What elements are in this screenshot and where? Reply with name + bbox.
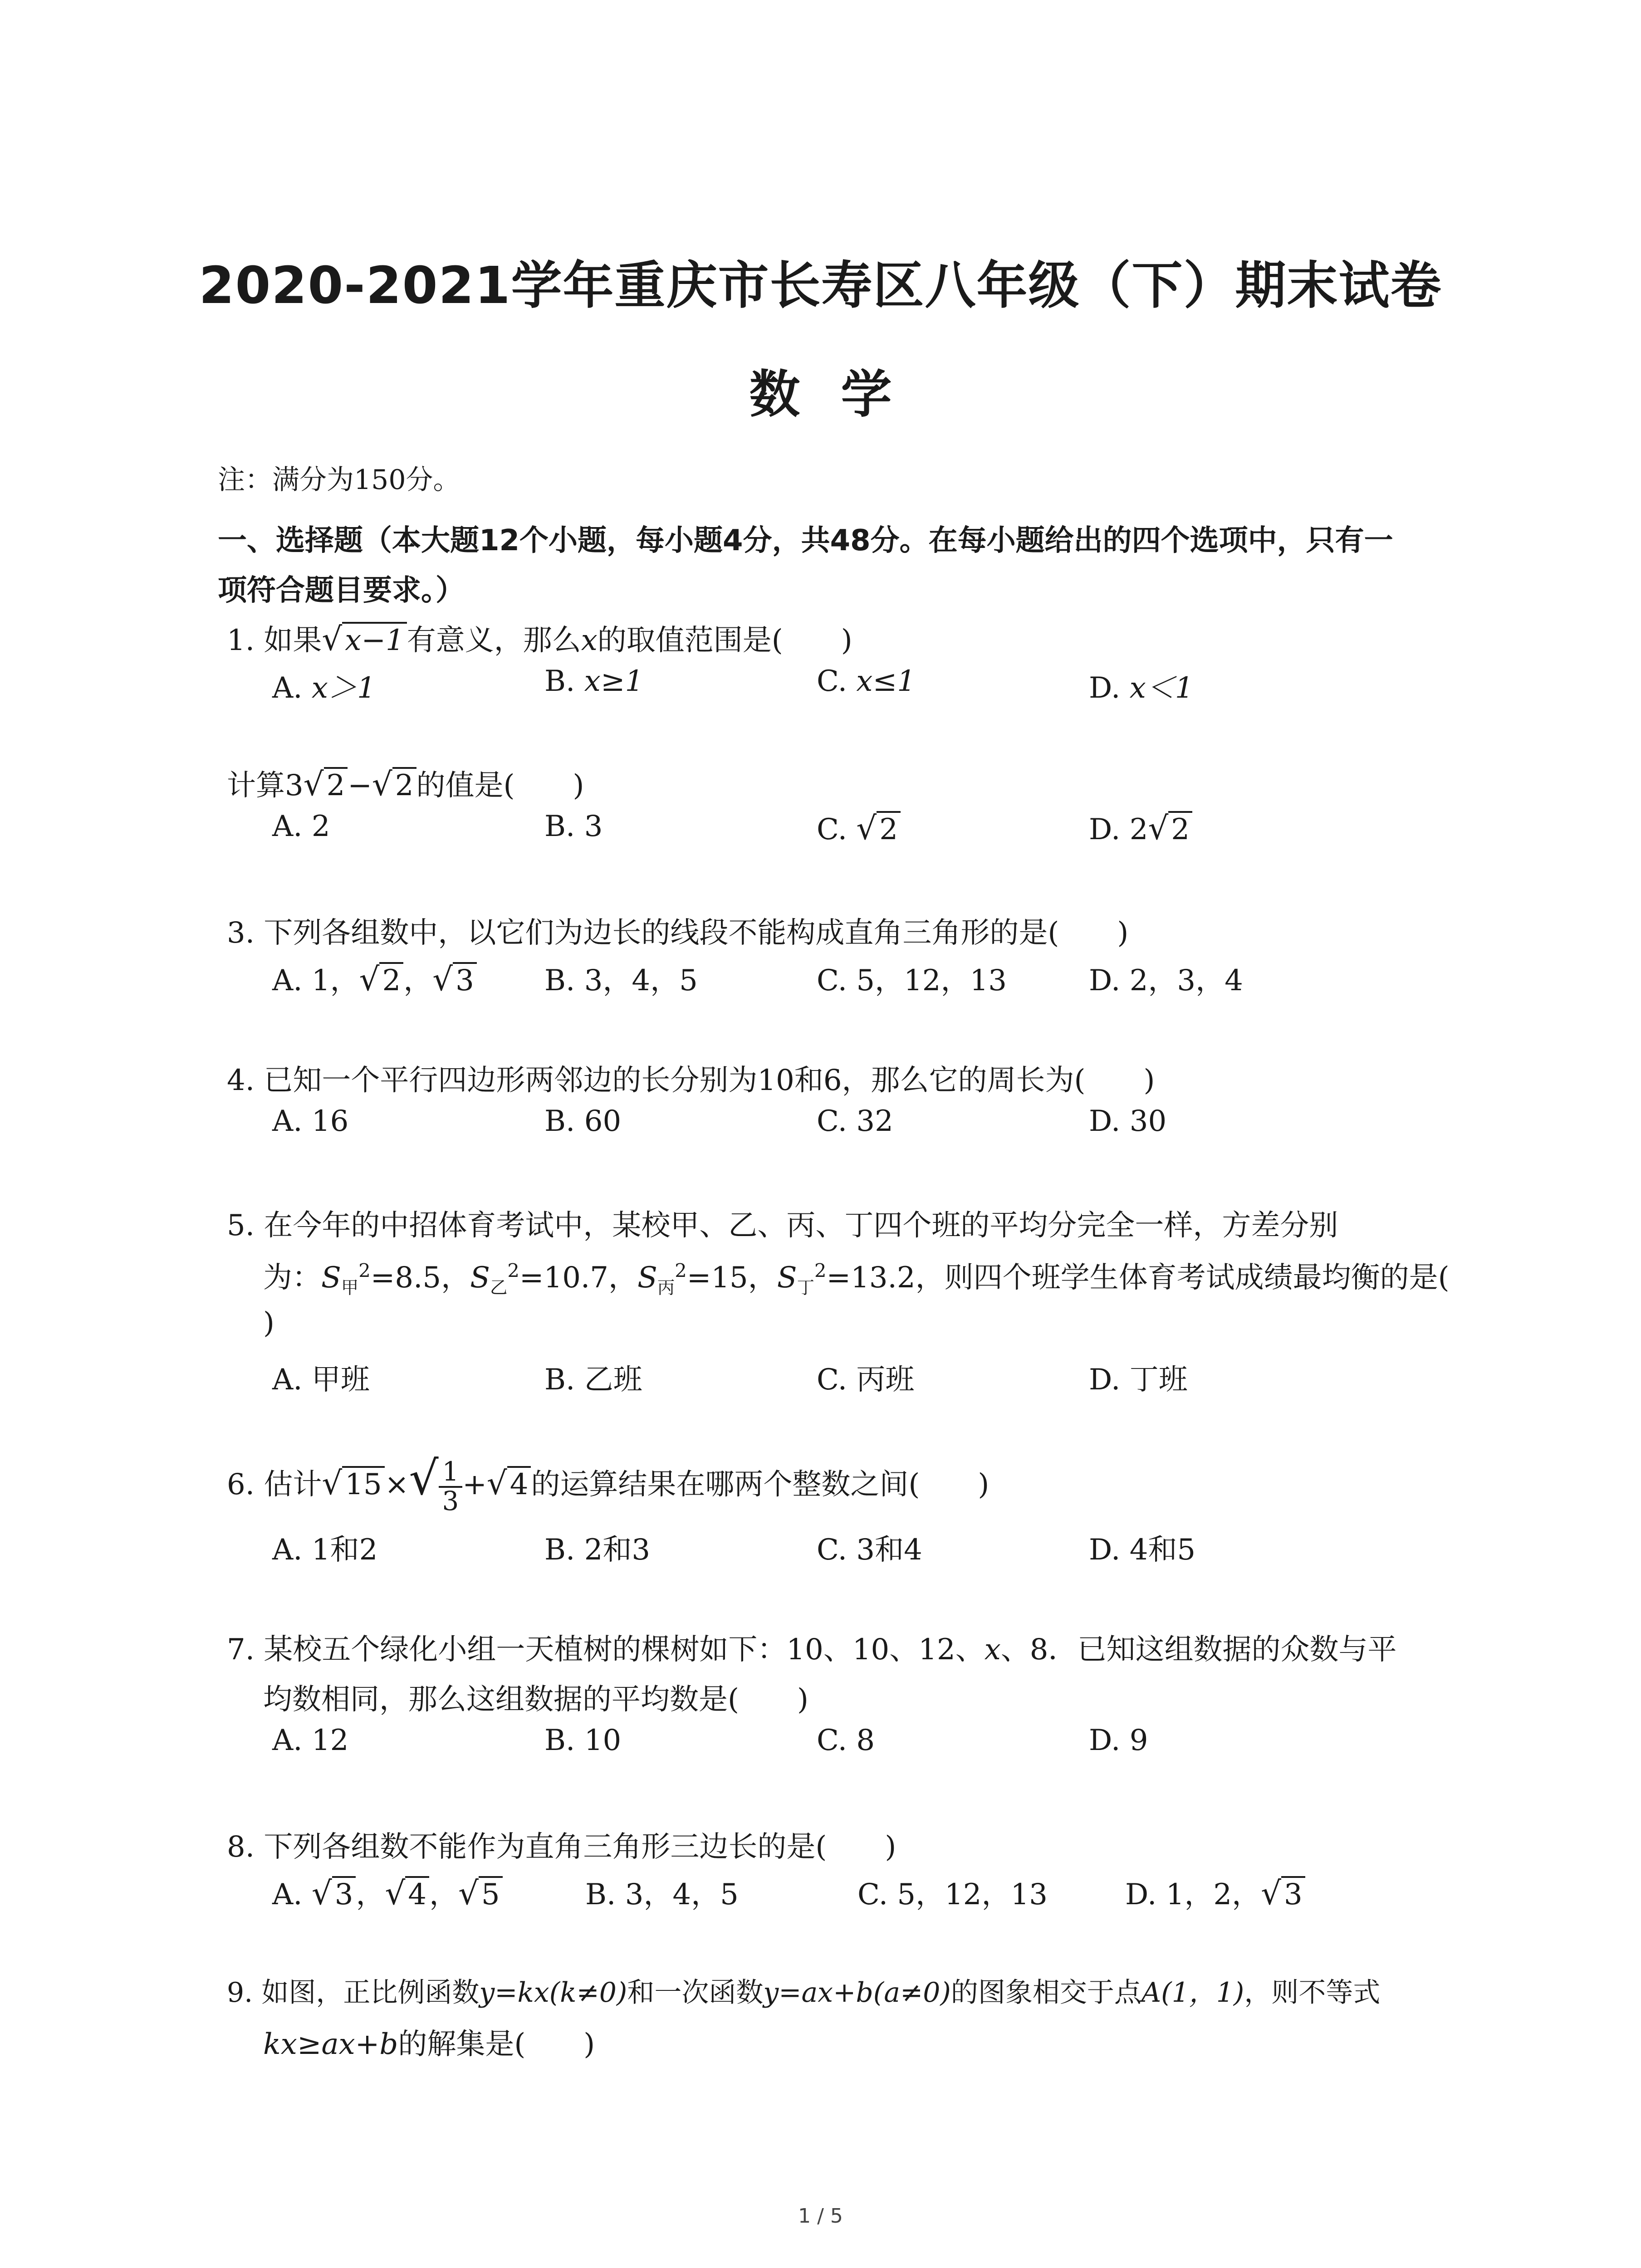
fraction: $\frac{1}{3}$: [439, 1458, 463, 1515]
question-5-line2: 为：$S_甲^2=8.5$，$S_乙^2=10.7$，$S_丙^2=15$，$S_丁^2=13.2$，则四个班学生体育考试成绩最均衡的是(: [263, 1259, 1450, 1298]
sqrt-expression: √x−1: [322, 621, 407, 658]
q5-option-c: C. 丙班: [817, 1363, 915, 1397]
q2-option-b: B. 3: [544, 810, 603, 843]
q5-option-b: B. 乙班: [544, 1363, 642, 1397]
q8-option-b: B. 3，4，5: [585, 1878, 739, 1911]
score-note: 注：满分为150分。: [218, 464, 460, 496]
q1-option-b: B. x≥1: [544, 665, 644, 698]
question-5-line3: ): [263, 1306, 274, 1340]
q8-option-d: D. 1，2，√3: [1125, 1871, 1305, 1913]
subject-title: 数学: [749, 365, 933, 424]
question-7-line2: 均数相同，那么这组数据的平均数是( ): [263, 1683, 808, 1716]
question-7-line1: 7. 某校五个绿化小组一天植树的棵树如下：10、10、12、x、8．已知这组数据的众数与平: [227, 1633, 1397, 1667]
q3-option-b: B. 3，4，5: [544, 964, 698, 997]
sqrt-expression: √2: [372, 766, 416, 803]
sqrt-expression: √2: [304, 766, 348, 803]
q6-option-b: B. 2和3: [544, 1533, 651, 1567]
q4-option-d: D. 30: [1089, 1105, 1167, 1138]
section-heading-line1: 一、选择题（本大题12个小题，每小题4分，共48分。在每小题给出的四个选项中，只有一: [218, 524, 1393, 557]
q4-option-a: A. 16: [272, 1105, 349, 1138]
q8-option-a: A. √3，√4，√5: [272, 1871, 503, 1913]
section-heading-line2: 项符合题目要求。）: [218, 574, 465, 607]
q2-option-c: C. √2: [817, 810, 901, 847]
q1-option-d: D. x＜1: [1089, 671, 1194, 705]
q5-option-a: A. 甲班: [272, 1363, 370, 1397]
q7-option-b: B. 10: [544, 1724, 622, 1757]
q5-option-d: D. 丁班: [1089, 1363, 1188, 1397]
q6-option-a: A. 1和2: [272, 1533, 378, 1567]
question-9-line2: kx≥ax+b的解集是( ): [263, 2028, 595, 2061]
page-title: 2020-2021学年重庆市长寿区八年级（下）期末试卷: [199, 256, 1442, 315]
q1-option-c: C. x≤1: [817, 665, 916, 698]
page-number: 1 / 5: [798, 2204, 843, 2228]
q3-option-d: D. 2，3，4: [1089, 964, 1243, 997]
q3-option-c: C. 5，12，13: [817, 964, 1007, 997]
q6-option-c: C. 3和4: [817, 1533, 922, 1567]
q2-option-a: A. 2: [272, 810, 330, 843]
q1-option-a: A. x＞1: [272, 671, 376, 705]
question-6: 6. 估计√15×√ $\frac{1}{3}$ +√4的运算结果在哪两个整数之间( ): [227, 1452, 989, 1516]
q8-option-c: C. 5，12，13: [857, 1878, 1048, 1911]
q7-option-c: C. 8: [817, 1724, 875, 1757]
q4-option-b: B. 60: [544, 1105, 622, 1138]
question-4: 4. 已知一个平行四边形两邻边的长分别为10和6，那么它的周长为( ): [227, 1064, 1155, 1097]
question-2: 计算3√2−√2的值是( ): [227, 766, 584, 803]
q7-option-d: D. 9: [1089, 1724, 1148, 1757]
q7-option-a: A. 12: [272, 1724, 349, 1757]
q6-option-d: D. 4和5: [1089, 1533, 1196, 1567]
q3-option-a: A. 1，√2，√3: [272, 957, 477, 999]
question-9-line1: 9. 如图，正比例函数y=kx(k≠0)和一次函数y=ax+b(a≠0)的图象相交于点A(1，1)，则不等式: [227, 1977, 1381, 2009]
q2-option-d: D. 2√2: [1089, 810, 1192, 847]
question-3: 3. 下列各组数中，以它们为边长的线段不能构成直角三角形的是( ): [227, 916, 1129, 950]
question-1: 1. 如果√x−1有意义，那么x的取值范围是( ): [227, 621, 852, 658]
q4-option-c: C. 32: [817, 1105, 893, 1138]
question-5-line1: 5. 在今年的中招体育考试中，某校甲、乙、丙、丁四个班的平均分完全一样，方差分别: [227, 1209, 1338, 1242]
question-8: 8. 下列各组数不能作为直角三角形三边长的是( ): [227, 1830, 896, 1864]
